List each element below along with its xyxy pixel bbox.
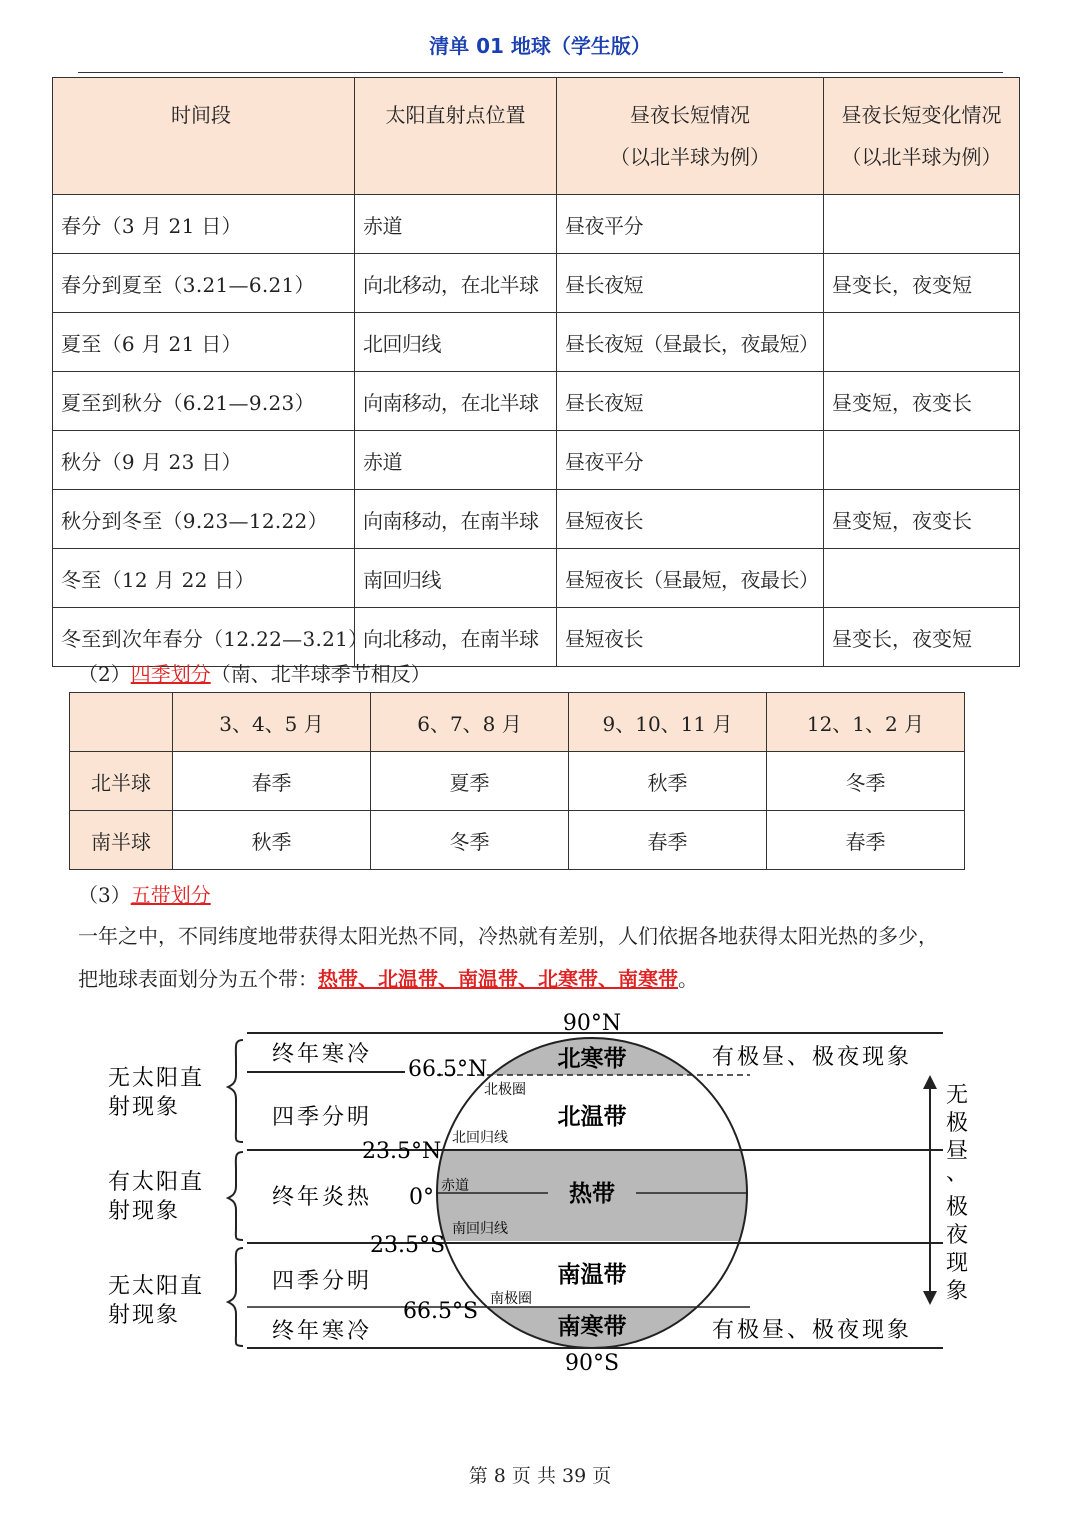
arctic-circle-label: 北极圈 xyxy=(484,1082,526,1098)
vertical-char: 极 xyxy=(946,1195,969,1220)
polar-phenomenon-top: 有极昼、极夜现象 xyxy=(712,1045,913,1070)
table-cell: 春季 xyxy=(569,811,767,870)
vertical-char: 象 xyxy=(946,1279,969,1304)
table-cell: 夏至到秋分（6.21—9.23） xyxy=(53,372,355,431)
zone-keywords: 热带、北温带、南温带、北寒带、南寒带 xyxy=(318,967,678,991)
north-pole-label: 90°N xyxy=(562,1011,622,1036)
zone-label-south-temperate: 南温带 xyxy=(557,1261,627,1288)
climate-tropical: 终年炎热 xyxy=(272,1185,373,1210)
direct-sun-label-middle: 射现象 xyxy=(108,1199,181,1224)
table-cell: 夏至（6 月 21 日） xyxy=(53,313,355,372)
paragraph-line-1: 一年之中，不同纬度地带获得太阳光热不同，冷热就有差别，人们依据各地获得太阳光热的多少， xyxy=(78,924,938,948)
table-cell: 夏季 xyxy=(371,752,569,811)
direct-sun-label-bottom: 无太阳直 xyxy=(108,1274,205,1299)
polar-phenomenon-bottom: 有极昼、极夜现象 xyxy=(712,1318,913,1343)
tropic-capricorn-label: 南回归线 xyxy=(452,1221,508,1237)
antarctic-circle-label: 南极圈 xyxy=(490,1291,532,1307)
section-note: （南、北半球季节相反） xyxy=(210,662,431,686)
climate-north-frigid: 终年寒冷 xyxy=(272,1042,373,1067)
table-cell: 赤道 xyxy=(355,195,557,254)
vertical-char: 昼 xyxy=(946,1139,969,1164)
paragraph-text: 。 xyxy=(678,967,698,991)
vertical-char: 现 xyxy=(946,1251,969,1276)
row-header: 南半球 xyxy=(70,811,173,870)
table-cell: 春分（3 月 21 日） xyxy=(53,195,355,254)
climate-south-temperate: 四季分明 xyxy=(272,1269,373,1294)
header-cell: 3、4、5 月 xyxy=(173,693,371,752)
zone-label-north-temperate: 北温带 xyxy=(557,1103,627,1130)
table-cell: 南回归线 xyxy=(355,549,557,608)
header-daynight: 昼夜长短情况 （以北半球为例） xyxy=(557,78,824,195)
table-cell: 昼短夜长（昼最短，夜最长） xyxy=(557,549,824,608)
brace-middle xyxy=(228,1152,243,1240)
table-cell: 昼长夜短 xyxy=(557,372,824,431)
no-polar-phenomenon-label xyxy=(946,1083,968,1304)
table-cell: 秋季 xyxy=(173,811,371,870)
zone-label-south-frigid: 南寒带 xyxy=(557,1313,627,1340)
page-footer: 第 8 页 共 39 页 xyxy=(468,1465,612,1487)
table-cell: 昼夜平分 xyxy=(557,431,824,490)
header-cell: 6、7、8 月 xyxy=(371,693,569,752)
header-cell: 12、1、2 月 xyxy=(767,693,965,752)
brace-bottom xyxy=(228,1248,243,1346)
latitude-66S: 66.5°S xyxy=(403,1299,479,1324)
header-position: 太阳直射点位置 xyxy=(355,78,557,195)
table-cell: 春季 xyxy=(173,752,371,811)
latitude-66N: 66.5°N xyxy=(408,1057,488,1082)
table-cell: 秋季 xyxy=(569,752,767,811)
section-number: （3） xyxy=(78,883,131,907)
latitude-0: 0° xyxy=(409,1185,434,1210)
direct-sun-label-bottom: 射现象 xyxy=(108,1303,181,1328)
direct-sun-label-top: 无太阳直 xyxy=(108,1066,205,1091)
south-pole-label: 90°S xyxy=(564,1351,620,1376)
table-cell: 春季 xyxy=(767,811,965,870)
table-cell: 向南移动，在北半球 xyxy=(355,372,557,431)
table-cell: 冬至（12 月 22 日） xyxy=(53,549,355,608)
table-cell: 冬至到次年春分（12.22—3.21） xyxy=(53,608,355,667)
table-cell: 昼长夜短（昼最长，夜最短） xyxy=(557,313,824,372)
table-cell: 昼长夜短 xyxy=(557,254,824,313)
section-keyword: 四季划分 xyxy=(130,662,211,686)
page-title: 清单 01 地球（学生版） xyxy=(429,34,651,58)
row-header: 北半球 xyxy=(70,752,173,811)
header-change: 昼夜长短变化情况 （以北半球为例） xyxy=(824,78,1020,195)
table-cell: 秋分（9 月 23 日） xyxy=(53,431,355,490)
latitude-23S: 23.5°S xyxy=(370,1233,446,1258)
section-number: （2） xyxy=(78,662,131,686)
table-cell: 北回归线 xyxy=(355,313,557,372)
vertical-char: 夜 xyxy=(946,1223,969,1248)
tropic-cancer-label: 北回归线 xyxy=(452,1130,508,1146)
brace-top xyxy=(228,1040,243,1142)
climate-south-frigid: 终年寒冷 xyxy=(272,1319,373,1344)
header-period: 时间段 xyxy=(53,78,355,195)
vertical-char: 无 xyxy=(946,1083,969,1108)
table-cell: 冬季 xyxy=(371,811,569,870)
latitude-23N: 23.5°N xyxy=(362,1139,442,1164)
vertical-char: 、 xyxy=(946,1161,969,1186)
table-cell: 昼变长，夜变短 xyxy=(824,608,1020,667)
vertical-char: 极 xyxy=(946,1111,969,1136)
table-cell: 向北移动，在南半球 xyxy=(355,608,557,667)
table-cell: 昼变短，夜变长 xyxy=(824,372,1020,431)
table-cell: 昼短夜长 xyxy=(557,490,824,549)
table-cell: 向南移动，在南半球 xyxy=(355,490,557,549)
table-cell: 昼夜平分 xyxy=(557,195,824,254)
table-cell: 昼变长，夜变短 xyxy=(824,254,1020,313)
table-cell: 向北移动，在北半球 xyxy=(355,254,557,313)
table-cell: 秋分到冬至（9.23—12.22） xyxy=(53,490,355,549)
table-cell: 春分到夏至（3.21—6.21） xyxy=(53,254,355,313)
table-cell: 赤道 xyxy=(355,431,557,490)
table-cell: 昼变短，夜变长 xyxy=(824,490,1020,549)
direct-sun-label-middle: 有太阳直 xyxy=(108,1170,205,1195)
zone-label-tropical: 热带 xyxy=(569,1180,615,1207)
equator-label: 赤道 xyxy=(441,1178,469,1194)
paragraph-text: 把地球表面划分为五个带： xyxy=(78,967,318,991)
zone-label-north-frigid: 北寒带 xyxy=(557,1045,627,1072)
direct-sun-label-top: 射现象 xyxy=(108,1095,181,1120)
climate-north-temperate: 四季分明 xyxy=(272,1105,373,1130)
table-cell: 昼短夜长 xyxy=(557,608,824,667)
section-keyword: 五带划分 xyxy=(130,883,211,907)
table-cell: 冬季 xyxy=(767,752,965,811)
header-cell: 9、10、11 月 xyxy=(569,693,767,752)
